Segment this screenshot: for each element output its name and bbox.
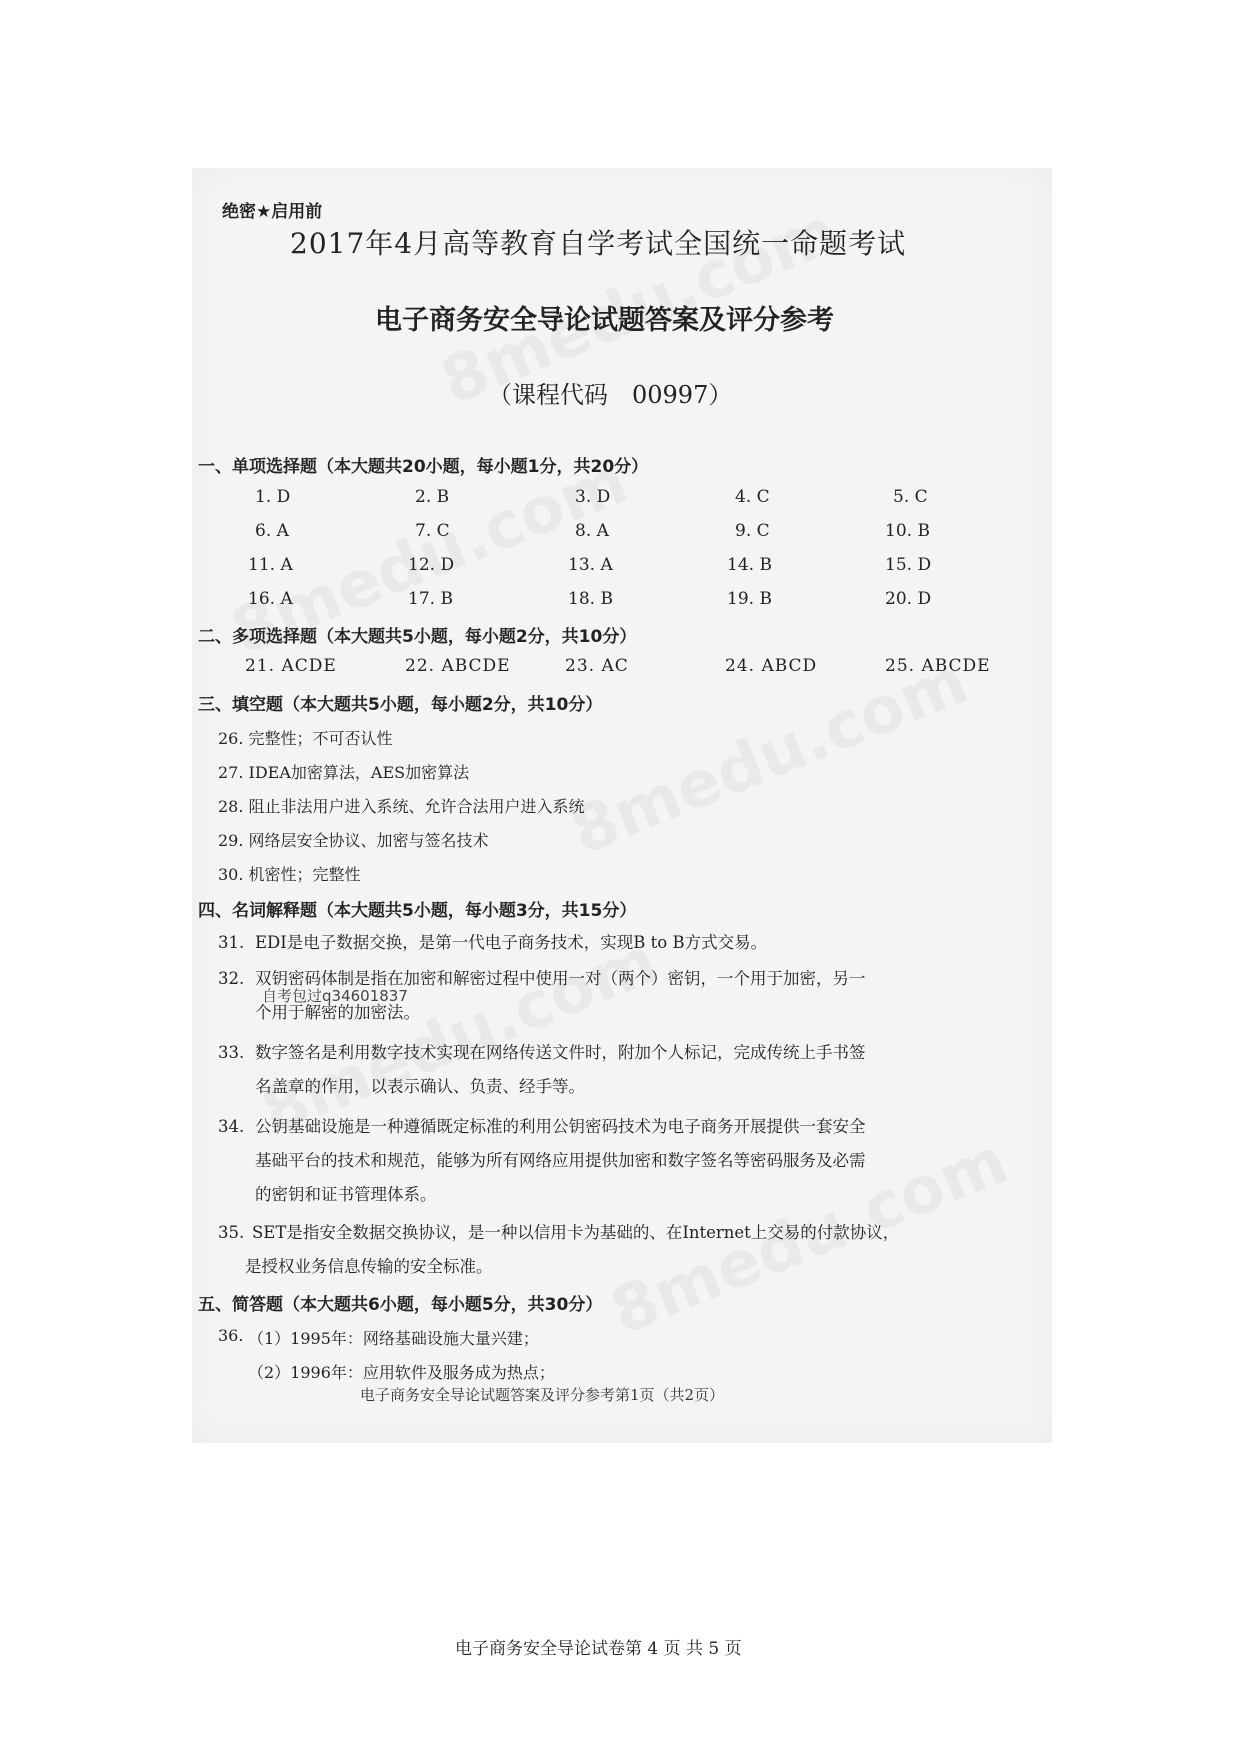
exam-title: 2017年4月高等教育自学考试全国统一命题考试 (290, 227, 907, 260)
section-heading: 四、名词解释题（本大题共5小题，每小题3分，共15分） (198, 901, 637, 921)
answer-item: 23. AC (565, 656, 629, 676)
definition-number: 31. (218, 933, 245, 952)
section-heading: 三、填空题（本大题共5小题，每小题2分，共10分） (198, 695, 603, 715)
definition-line: 个用于解密的加密法。 (255, 1003, 420, 1022)
answer-item: 16. A (248, 589, 293, 609)
overlay-stamp-text: 自考包过q34601837 (262, 987, 408, 1005)
fill-answer: 28. 阻止非法用户进入系统、允许合法用户进入系统 (218, 797, 585, 816)
definition-number: 32. (218, 969, 245, 988)
definition-number: 33. (218, 1043, 245, 1062)
fill-answer: 26. 完整性；不可否认性 (218, 729, 393, 748)
section-heading: 五、简答题（本大题共6小题，每小题5分，共30分） (198, 1295, 603, 1315)
definition-line: 名盖章的作用，以表示确认、负责、经手等。 (255, 1077, 585, 1096)
definition-line: 是授权业务信息传输的安全标准。 (245, 1257, 493, 1276)
answer-item: 10. B (885, 521, 930, 541)
section-heading: 二、多项选择题（本大题共5小题，每小题2分，共10分） (198, 627, 637, 647)
answer-item: 20. D (885, 589, 932, 609)
answer-item: 11. A (248, 555, 293, 575)
answer-item: 15. D (885, 555, 932, 575)
definition-line: 的密钥和证书管理体系。 (255, 1185, 437, 1204)
secret-mark: 绝密★启用前 (222, 202, 323, 222)
answer-item: 7. C (415, 521, 450, 541)
answer-item: 3. D (575, 487, 611, 507)
fill-answer: 27. IDEA加密算法，AES加密算法 (218, 763, 470, 782)
course-code: （课程代码 00997） (488, 381, 733, 409)
answer-item: 17. B (408, 589, 453, 609)
definition-line: 基础平台的技术和规范，能够为所有网络应用提供加密和数字签名等密码服务及必需 (255, 1151, 866, 1170)
answer-item: 18. B (568, 589, 613, 609)
short-answer-line: （2）1996年：应用软件及服务成为热点； (248, 1363, 555, 1382)
section-heading: 一、单项选择题（本大题共20小题，每小题1分，共20分） (198, 457, 649, 477)
definition-line: EDI是电子数据交换，是第一代电子商务技术，实现B to B方式交易。 (255, 933, 768, 952)
answer-item: 4. C (735, 487, 770, 507)
answer-item: 25. ABCDE (885, 656, 991, 676)
page-footer: 电子商务安全导论试卷第 4 页 共 5 页 (455, 1639, 742, 1659)
answer-item: 5. C (893, 487, 928, 507)
answer-item: 22. ABCDE (405, 656, 511, 676)
answer-item: 9. C (735, 521, 770, 541)
subject-title: 电子商务安全导论试题答案及评分参考 (375, 305, 834, 336)
answer-item: 24. ABCD (725, 656, 818, 676)
answer-item: 21. ACDE (245, 656, 337, 676)
fill-answer: 29. 网络层安全协议、加密与签名技术 (218, 831, 489, 850)
answer-item: 14. B (727, 555, 772, 575)
short-answer-line: （1）1995年：网络基础设施大量兴建； (248, 1329, 539, 1348)
answer-item: 13. A (568, 555, 613, 575)
answer-item: 6. A (255, 521, 289, 541)
definition-number: 34. (218, 1117, 245, 1136)
inner-page-footer: 电子商务安全导论试题答案及评分参考第1页（共2页） (360, 1386, 725, 1404)
fill-answer: 30. 机密性；完整性 (218, 865, 361, 884)
answer-item: 2. B (415, 487, 450, 507)
definition-line: SET是指安全数据交换协议，是一种以信用卡为基础的、在Internet上交易的付款协议， (252, 1223, 900, 1242)
definition-line: 数字签名是利用数字技术实现在网络传送文件时，附加个人标记，完成传统上手书签 (255, 1043, 866, 1062)
definition-line: 公钥基础设施是一种遵循既定标准的利用公钥密码技术为电子商务开展提供一套安全 (255, 1117, 866, 1136)
definition-number: 35. (218, 1223, 245, 1242)
answer-item: 12. D (408, 555, 455, 575)
answer-item: 1. D (255, 487, 291, 507)
answer-item: 8. A (575, 521, 609, 541)
short-answer-number: 36. (218, 1326, 244, 1345)
definition-line: 双钥密码体制是指在加密和解密过程中使用一对（两个）密钥，一个用于加密，另一 (255, 969, 866, 988)
answer-item: 19. B (727, 589, 772, 609)
